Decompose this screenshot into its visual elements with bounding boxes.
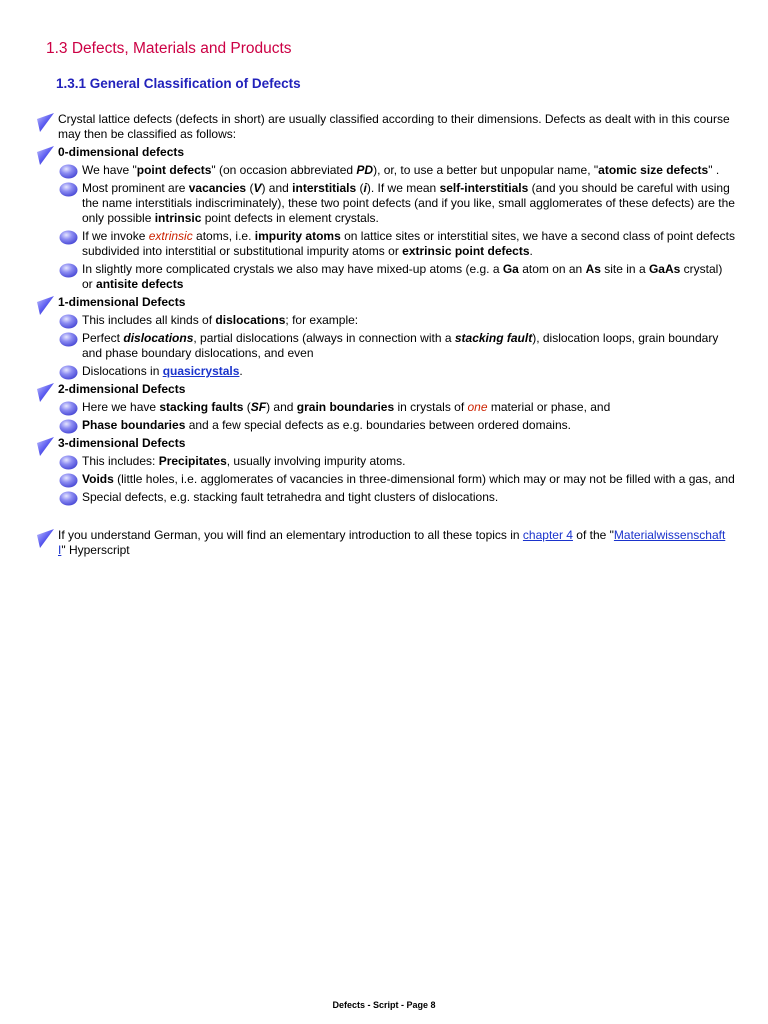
ball-bullet-icon (59, 419, 78, 434)
ball-bullet-icon (59, 263, 78, 278)
section-heading-3d (36, 436, 736, 451)
intro-text: Crystal lattice defects (defects in short) are usually classified according to their dimensions. Defects as dealt with in this course may then be classified as follows: (58, 112, 730, 141)
list-item: Dislocations in quasicrystals. (36, 364, 736, 379)
ball-bullet-icon (59, 455, 78, 470)
section-heading-text: 3-dimensional Defects (58, 436, 186, 450)
chapter-4-link[interactable]: chapter 4 (522, 528, 573, 542)
page-title: 1.3 Defects, Materials and Products (46, 40, 292, 57)
materialwissenschaft-link[interactable]: Materialwissenschaft I (58, 528, 726, 557)
ball-bullet-icon (59, 332, 78, 347)
ball-bullet-icon (59, 365, 78, 380)
section-heading-text: 1-dimensional Defects (58, 295, 186, 309)
content (36, 112, 736, 561)
flag-bullet-icon (37, 529, 54, 548)
ball-bullet-icon (59, 230, 78, 245)
ball-bullet-icon (59, 473, 78, 488)
intro-paragraph (36, 112, 736, 142)
list-item: Phase boundaries and a few special defects as e.g. boundaries between ordered domains. (36, 418, 736, 433)
section-heading-text: 2-dimensional Defects (58, 382, 186, 396)
outro-paragraph: If you understand German, you will find an elementary introduction to all these topics in chapter 4 of the "Materialwissenschaft I" Hyperscript (36, 528, 736, 558)
ball-bullet-icon (59, 164, 78, 179)
list-item: If we invoke extrinsic atoms, i.e. impurity atoms on lattice sites or interstitial sites, we have a second class of point defects subdivided into interstitial or substitutional impurity atoms or extrinsic point defects. (36, 229, 736, 259)
list-item: Voids (little holes, i.e. agglomerates of vacancies in three-dimensional form) which may or may not be filled with a gas, and (36, 472, 736, 487)
list-item: Perfect dislocations, partial dislocations (always in connection with a stacking fault), dislocation loops, grain boundary and phase boundary dislocations, and even (36, 331, 736, 361)
section-heading-1d (36, 295, 736, 310)
list-item: In slightly more complicated crystals we also may have mixed-up atoms (e.g. a Ga atom on an As site in a GaAs crystal) or antisite defects (36, 262, 736, 292)
flag-bullet-icon (37, 113, 54, 132)
list-item: This includes: Precipitates, usually involving impurity atoms. (36, 454, 736, 469)
list-item: This includes all kinds of dislocations; for example: (36, 313, 736, 328)
section-heading-0d (36, 145, 736, 160)
page-footer: Defects - Script - Page 8 (332, 1000, 436, 1010)
list-item: Here we have stacking faults (SF) and grain boundaries in crystals of one material or phase, and (36, 400, 736, 415)
list-item: We have "point defects" (on occasion abbreviated PD), or, to use a better but unpopular name, "atomic size defects" . (36, 163, 736, 178)
list-item: Most prominent are vacancies (V) and interstitials (i). If we mean self-interstitials (and you should be careful with using the name interstitials indiscriminately), these two point defects (and if you like, small agglomerates of these defects) are the only possible intrinsic point defects in element crystals. (36, 181, 736, 226)
ball-bullet-icon (59, 491, 78, 506)
quasicrystals-link[interactable]: quasicrystals (162, 364, 240, 378)
section-heading-2d (36, 382, 736, 397)
ball-bullet-icon (59, 182, 78, 197)
section-title: 1.3.1 General Classification of Defects (56, 76, 301, 91)
list-item: Special defects, e.g. stacking fault tetrahedra and tight clusters of dislocations. (36, 490, 736, 505)
ball-bullet-icon (59, 401, 78, 416)
section-heading-text: 0-dimensional defects (58, 145, 185, 159)
ball-bullet-icon (59, 314, 78, 329)
